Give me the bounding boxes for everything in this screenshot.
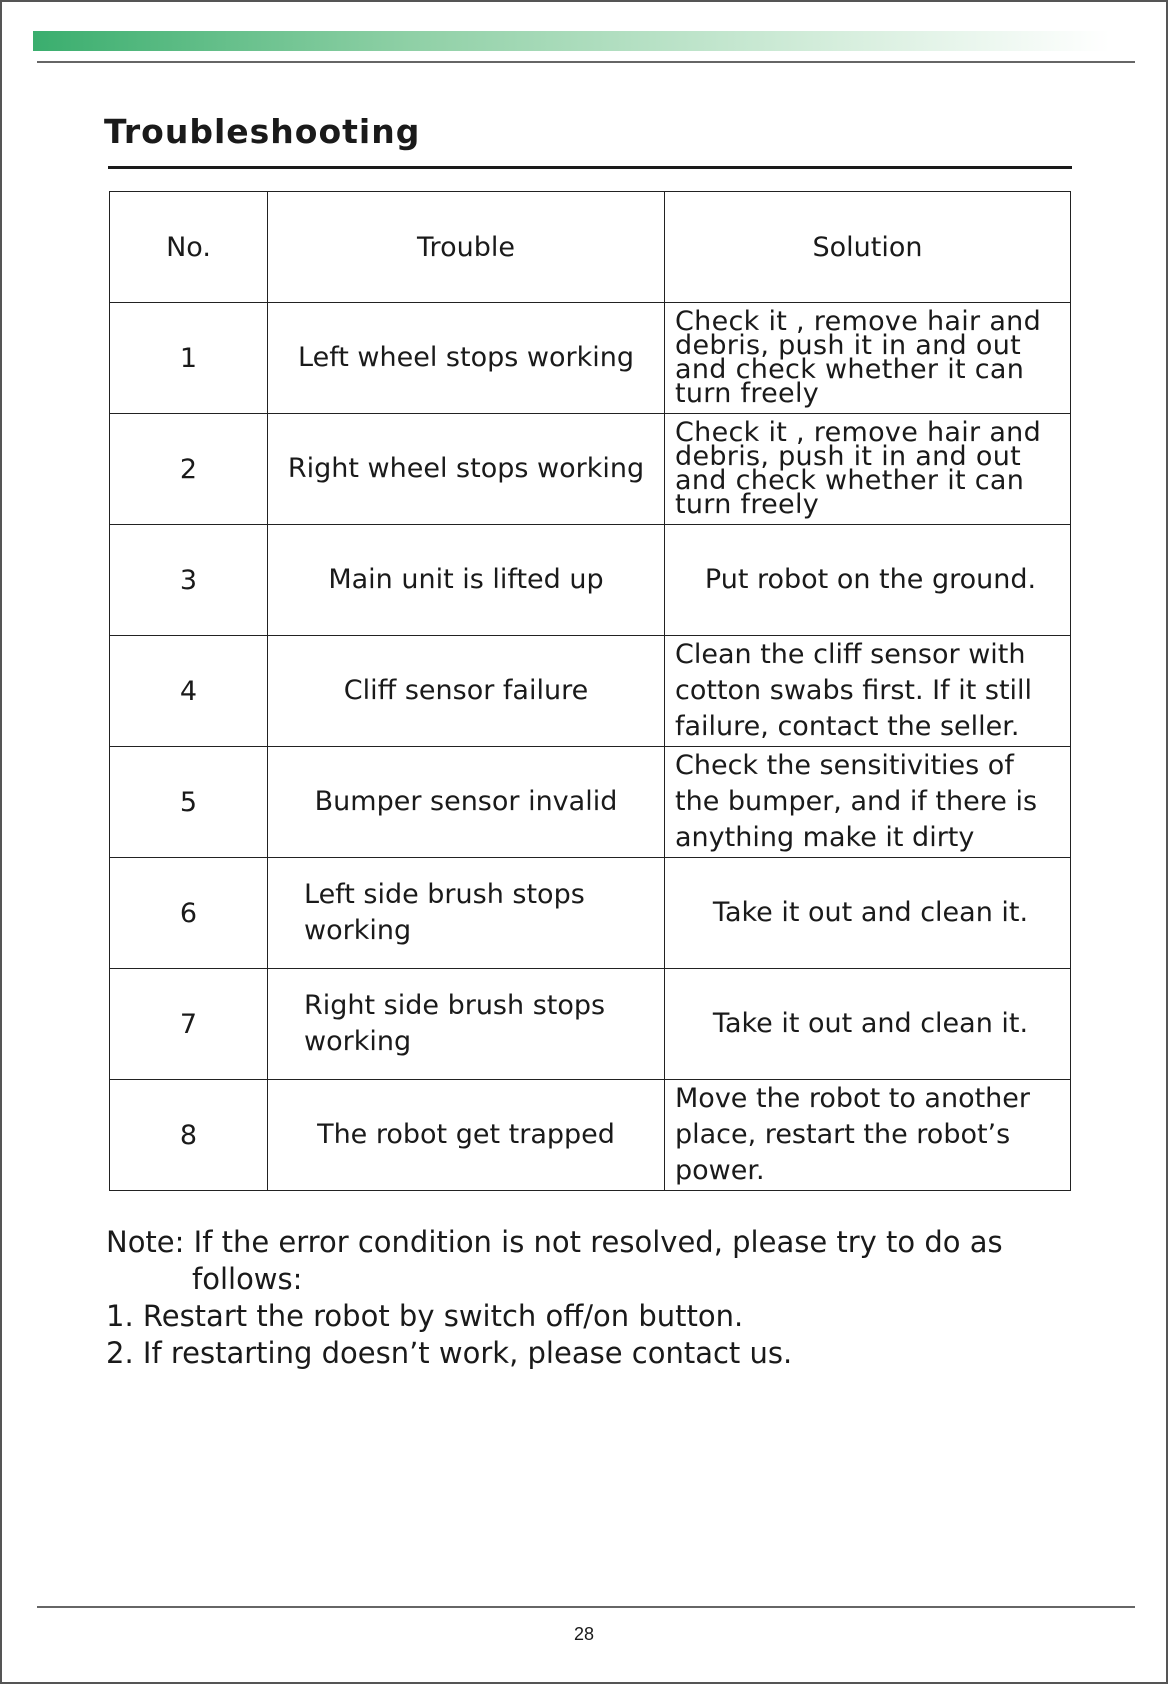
row-number: 4	[110, 636, 268, 747]
row-number: 2	[110, 414, 268, 525]
footer-rule	[37, 1606, 1135, 1608]
solution-text: Check it , remove hair and debris, push it in and out and check whether it can turn freely	[665, 414, 1071, 525]
table-row	[110, 1080, 1071, 1191]
row-number: 3	[110, 525, 268, 636]
note-step-1: 1. Restart the robot by switch off/on button.	[106, 1299, 744, 1333]
header-solution: Solution	[665, 192, 1071, 303]
header-trouble: Trouble	[268, 192, 665, 303]
row-number: 7	[110, 969, 268, 1080]
solution-text: Move the robot to another place, restart the robot’s power.	[665, 1080, 1071, 1191]
header-no: No.	[110, 192, 268, 303]
page-number: 28	[573, 1624, 595, 1644]
trouble-text: Cliff sensor failure	[268, 636, 665, 747]
title-underline	[108, 166, 1072, 169]
note-line: Note: If the error condition is not resolved, please try to do as	[106, 1225, 1003, 1259]
row-number: 6	[110, 858, 268, 969]
note-step-2: 2. If restarting doesn’t work, please contact us.	[106, 1336, 793, 1370]
trouble-text: Left side brush stops working	[268, 858, 665, 969]
table-row	[110, 969, 1071, 1080]
table-row	[110, 303, 1071, 414]
table-row	[110, 747, 1071, 858]
row-number: 1	[110, 303, 268, 414]
trouble-text: Bumper sensor invalid	[268, 747, 665, 858]
table-row	[110, 525, 1071, 636]
header-rule	[37, 61, 1135, 63]
trouble-text: Main unit is lifted up	[268, 525, 665, 636]
trouble-text: Right wheel stops working	[268, 414, 665, 525]
table-row	[110, 414, 1071, 525]
note-line-continuation: follows:	[192, 1262, 303, 1296]
trouble-text: The robot get trapped	[268, 1080, 665, 1191]
table-row	[110, 636, 1071, 747]
table-row	[110, 858, 1071, 969]
row-number: 8	[110, 1080, 268, 1191]
table-header-row	[110, 192, 1071, 303]
trouble-text: Right side brush stops working	[268, 969, 665, 1080]
solution-text: Put robot on the ground.	[665, 525, 1071, 636]
troubleshooting-table	[109, 191, 1071, 1191]
solution-text: Check it , remove hair and debris, push it in and out and check whether it can turn freely	[665, 303, 1071, 414]
row-number: 5	[110, 747, 268, 858]
trouble-text: Left wheel stops working	[268, 303, 665, 414]
solution-text: Clean the cliff sensor with cotton swabs first. If it still failure, contact the seller.	[665, 636, 1071, 747]
solution-text: Check the sensitivities of the bumper, and if there is anything make it dirty	[665, 747, 1071, 858]
solution-text: Take it out and clean it.	[665, 969, 1071, 1080]
header-gradient-bar	[33, 31, 1110, 51]
solution-text: Take it out and clean it.	[665, 858, 1071, 969]
page-title: Troubleshooting	[104, 112, 421, 151]
note-section	[106, 1224, 1106, 1372]
